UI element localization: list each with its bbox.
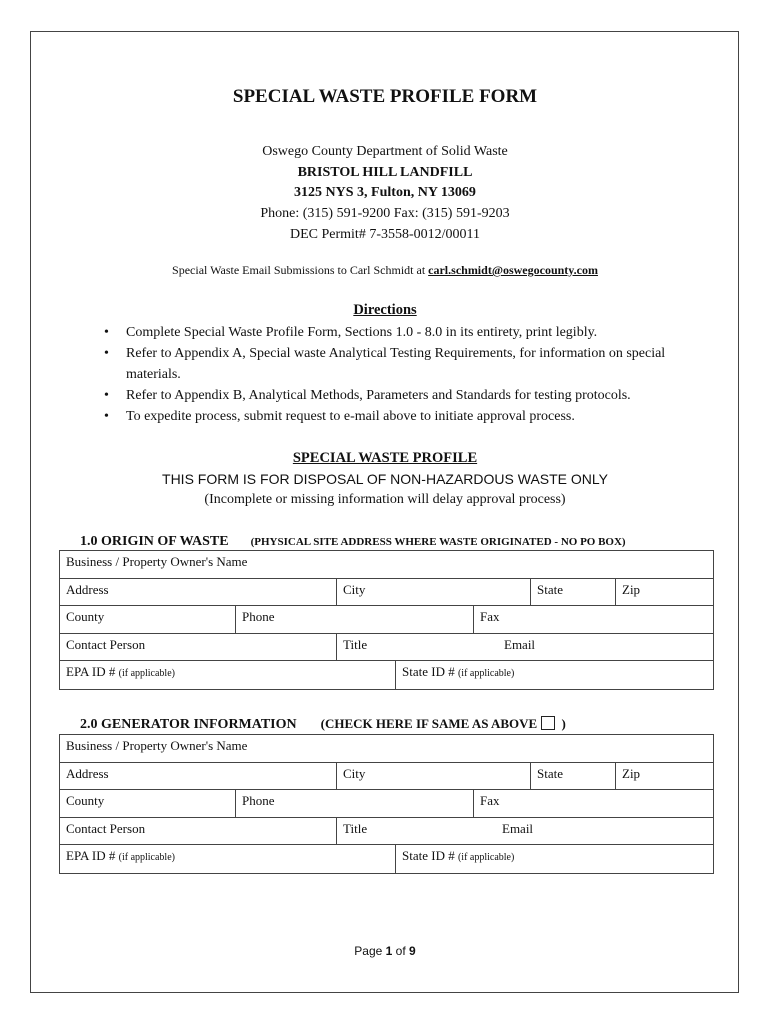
s1-title-field[interactable] xyxy=(336,634,498,661)
dec-permit: DEC Permit# 7-3558-0012/00011 xyxy=(289,227,481,242)
s1-state-field[interactable] xyxy=(530,579,615,606)
s2-state-label: State xyxy=(537,765,563,781)
s2-phone-field[interactable] xyxy=(235,790,473,817)
s2-title-label: Title xyxy=(343,820,368,836)
s1-county-field[interactable] xyxy=(60,606,235,633)
s1-state-id-label: State ID # xyxy=(402,664,458,679)
s1-email-field[interactable] xyxy=(498,634,713,661)
s2-zip-label: Zip xyxy=(622,765,641,781)
s1-epa-id-label: EPA ID # xyxy=(66,664,119,679)
s2-city-label: City xyxy=(343,765,366,781)
email-submission-line xyxy=(0,263,770,278)
s2-zip-field[interactable] xyxy=(615,763,713,790)
s1-city-label: City xyxy=(343,581,366,597)
section2-header xyxy=(80,715,566,733)
direction-item: • Complete Special Waste Profile Form, Sections 1.0 - 8.0 in its entirety, print legibly. xyxy=(104,322,704,343)
s2-epa-id-label: EPA ID # xyxy=(66,848,119,863)
s2-state-id-label: State ID # xyxy=(402,848,458,863)
s1-phone-label: Phone xyxy=(242,609,275,624)
section1-header xyxy=(80,532,626,550)
page-of: of xyxy=(392,944,410,958)
s2-city-field[interactable] xyxy=(336,763,530,790)
page-number xyxy=(0,944,770,958)
s1-owner-field[interactable] xyxy=(60,551,713,578)
directions-title: Directions xyxy=(353,302,417,318)
section2-row-address xyxy=(60,763,713,791)
section1-row-contact xyxy=(60,634,713,662)
s1-contact-label: Contact Person xyxy=(66,636,146,652)
s2-fax-field[interactable] xyxy=(473,790,713,817)
s1-title-label: Title xyxy=(343,636,368,652)
s2-state-id-field[interactable] xyxy=(395,845,713,873)
s1-state-label: State xyxy=(537,581,563,597)
s2-email-field[interactable] xyxy=(496,818,713,845)
s2-title-field[interactable] xyxy=(336,818,496,845)
s1-address-label: Address xyxy=(66,581,109,597)
facility-name: BRISTOL HILL LANDFILL xyxy=(297,165,473,180)
facility-address: 3125 NYS 3, Fulton, NY 13069 xyxy=(294,185,476,200)
s1-state-id-note: (if applicable) xyxy=(457,668,515,679)
s2-contact-field[interactable] xyxy=(60,818,336,845)
direction-item: • Refer to Appendix B, Analytical Methods, Parameters and Standards for testing protocols. xyxy=(104,385,704,406)
section2-row-contact xyxy=(60,818,713,846)
s1-address-field[interactable] xyxy=(60,579,336,606)
s1-owner-label: Business / Property Owner's Name xyxy=(66,554,248,569)
profile-title: SPECIAL WASTE PROFILE xyxy=(292,450,478,466)
page-prefix: Page xyxy=(354,944,386,958)
section2-row-ids xyxy=(60,845,713,873)
s1-phone-field[interactable] xyxy=(235,606,473,633)
s2-phone-label: Phone xyxy=(242,793,275,808)
s2-address-field[interactable] xyxy=(60,763,336,790)
s1-epa-id-note: (if applicable) xyxy=(118,668,175,679)
direction-item: • To expedite process, submit request to e-mail above to initiate approval process. xyxy=(104,406,704,427)
s2-state-id-note: (if applicable) xyxy=(457,852,515,863)
section1-note: (PHYSICAL SITE ADDRESS WHERE WASTE ORIGINATED - NO PO BOX) xyxy=(250,536,626,548)
s1-email-label: Email xyxy=(504,636,536,652)
section1-row-ids xyxy=(60,661,713,689)
same-as-above-checkbox[interactable] xyxy=(541,716,555,730)
section2-note-prefix: (CHECK HERE IF SAME AS ABOVE xyxy=(320,716,538,731)
s2-email-label: Email xyxy=(502,820,534,836)
s1-epa-id-field[interactable] xyxy=(60,661,395,689)
page-current: 1 xyxy=(385,944,393,958)
section1-row-county xyxy=(60,606,713,634)
email-link[interactable]: carl.schmidt@oswegocounty.com xyxy=(428,263,598,277)
s1-fax-field[interactable] xyxy=(473,606,713,633)
section1-heading: 1.0 ORIGIN OF WASTE xyxy=(80,534,229,549)
section2-row-owner xyxy=(60,735,713,763)
s1-county-label: County xyxy=(66,609,105,624)
section1-row-address xyxy=(60,579,713,607)
non-hazardous-notice: THIS FORM IS FOR DISPOSAL OF NON-HAZARDOUS WASTE ONLY xyxy=(162,471,608,487)
section2-note-suffix: ) xyxy=(558,716,566,731)
s1-zip-field[interactable] xyxy=(615,579,713,606)
section2-note xyxy=(321,716,566,731)
s1-contact-field[interactable] xyxy=(60,634,336,661)
page-total: 9 xyxy=(409,944,416,958)
s2-owner-label: Business / Property Owner's Name xyxy=(66,738,248,753)
section2-grid xyxy=(59,734,714,874)
s1-zip-label: Zip xyxy=(622,581,641,597)
s2-owner-field[interactable] xyxy=(60,735,713,762)
email-prefix: Special Waste Email Submissions to Carl Schmidt at xyxy=(172,263,429,277)
section2-row-county xyxy=(60,790,713,818)
s1-state-id-field[interactable] xyxy=(395,661,713,689)
s2-epa-id-field[interactable] xyxy=(60,845,395,873)
s1-city-field[interactable] xyxy=(336,579,530,606)
form-title: SPECIAL WASTE PROFILE FORM xyxy=(232,86,538,107)
s2-county-field[interactable] xyxy=(60,790,235,817)
directions-list xyxy=(104,322,704,427)
s2-state-field[interactable] xyxy=(530,763,615,790)
section1-row-owner xyxy=(60,551,713,579)
incomplete-notice: (Incomplete or missing information will delay approval process) xyxy=(204,492,566,507)
phone-fax: Phone: (315) 591-9200 Fax: (315) 591-9203 xyxy=(260,206,510,221)
s2-contact-label: Contact Person xyxy=(66,820,146,836)
s2-address-label: Address xyxy=(66,765,109,781)
section2-heading: 2.0 GENERATOR INFORMATION xyxy=(80,717,297,732)
s2-fax-label: Fax xyxy=(480,793,500,808)
department-name: Oswego County Department of Solid Waste xyxy=(262,144,508,159)
direction-item: • Refer to Appendix A, Special waste Analytical Testing Requirements, for information on special materials. xyxy=(104,343,704,385)
s2-county-label: County xyxy=(66,793,105,808)
section1-grid xyxy=(59,550,714,690)
s2-epa-id-note: (if applicable) xyxy=(118,852,175,863)
s1-fax-label: Fax xyxy=(480,609,500,624)
